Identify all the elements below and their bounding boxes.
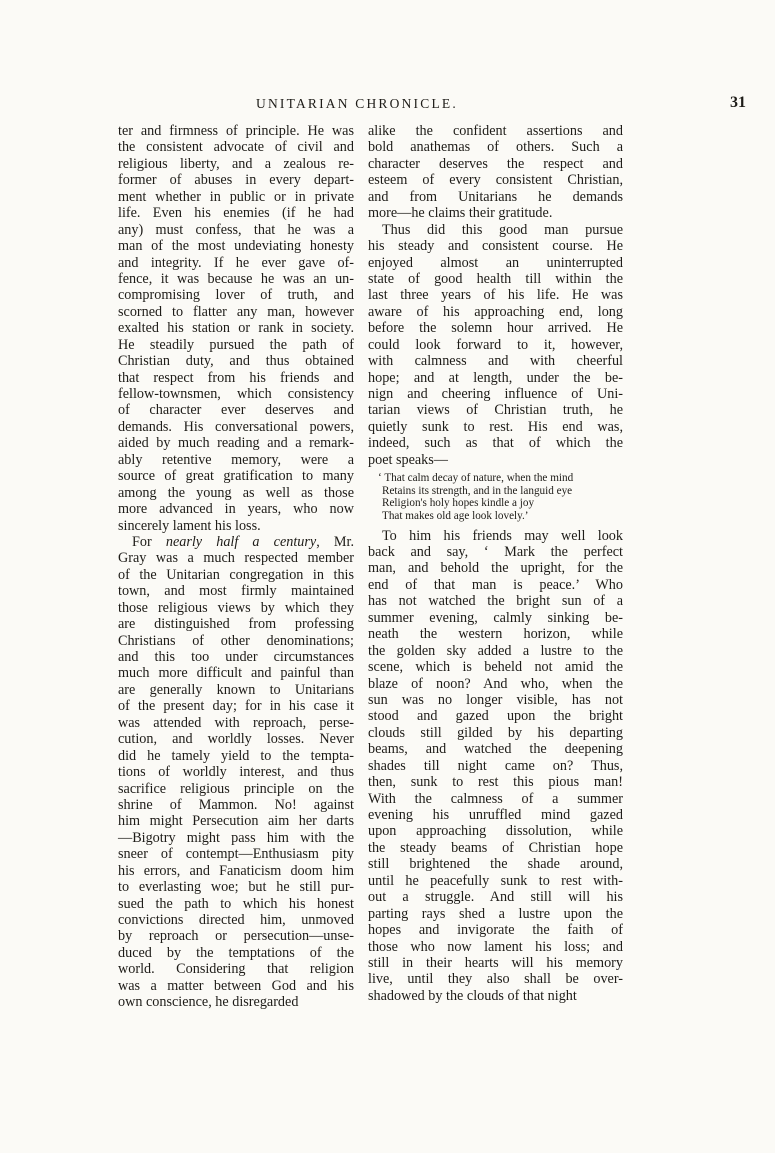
text-line: convictions directed him, unmoved <box>118 912 354 928</box>
text-line: are generally known to Unitarians <box>118 681 354 698</box>
text-line: end of that man is peace.’ Who <box>368 576 623 593</box>
text-line: still brightened the shade around, <box>368 856 623 873</box>
quote-line: Religion's holy hopes kindle a joy <box>382 497 535 510</box>
text-line: shadowed by the clouds of that night <box>368 987 577 1004</box>
right-column <box>368 123 623 1004</box>
text-line: and from Unitarians he demands <box>368 188 623 205</box>
text-line: nign and cheering influence of Uni- <box>368 386 623 402</box>
text-line: tions of worldly interest, and thus <box>118 764 354 781</box>
text-line: did he tamely yield to the tempta- <box>118 747 354 764</box>
text-line: still in their hearts will his memory <box>368 954 623 971</box>
text-line: ter and firmness of principle. He was <box>118 123 354 139</box>
text-line: the consistent advocate of civil and <box>118 139 354 156</box>
text-line: by reproach or persecution—unse- <box>118 928 354 945</box>
text-line: any) must confess, that he was a <box>118 221 354 238</box>
text-line: With the calmness of a summer <box>368 790 623 807</box>
text-line: the steady beams of Christian hope <box>368 839 623 856</box>
verse-quote <box>368 472 623 522</box>
text-line: neath the western horizon, while <box>368 626 623 643</box>
text-line: his errors, and Fanaticism doom him <box>118 862 354 879</box>
text-line: are distinguished from professing <box>118 616 354 633</box>
text-line: could look forward to it, however, <box>368 336 623 353</box>
text-line: sun was no longer visible, has not <box>368 691 623 708</box>
text-line: sued the path to which his honest <box>118 895 354 912</box>
running-head <box>0 96 775 116</box>
text-line: clouds still gilded by his departing <box>368 724 623 741</box>
text-line: Christians of other denominations; <box>118 632 354 649</box>
text-line: scene, which is beheld not amid the <box>368 659 623 676</box>
text-line: live, until they also shall be over- <box>368 971 623 988</box>
text-line: among the young as well as those <box>118 484 354 501</box>
text-line: esteem of every consistent Christian, <box>368 172 623 189</box>
text-line: to everlasting woe; but he still pur- <box>118 879 354 896</box>
text-line: him might Persecution aim her darts <box>118 813 354 830</box>
text-line: aided by much reading and a remark- <box>118 435 354 452</box>
text-line: before the solemn hour arrived. He <box>368 320 623 337</box>
text-line: duced by the temptations of the <box>118 944 354 961</box>
text-line: Thus did this good man pursue <box>382 221 623 238</box>
text-line: was a matter between God and his <box>118 977 354 994</box>
text-line: much more difficult and painful than <box>118 665 354 682</box>
text-line: character deserves the respect and <box>368 155 623 172</box>
text-line: ably retentive memory, were a <box>118 451 354 468</box>
text-line: then, sunk to rest this pious man! <box>368 774 623 791</box>
text-line: those who now lament his loss; and <box>368 938 623 955</box>
text-line: demands. His conversational powers, <box>118 418 354 435</box>
text-line: source of great gratification to many <box>118 468 354 485</box>
text-line: fellow-townsmen, which consistency <box>118 386 354 402</box>
text-line: aware of his approaching end, long <box>368 303 623 320</box>
text-line: man, and behold the upright, for the <box>368 560 623 577</box>
text-line: sincerely lament his loss. <box>118 517 261 534</box>
text-line: Christian duty, and thus obtained <box>118 353 354 370</box>
text-line: of the present day; for in his case it <box>118 698 354 715</box>
text-line: town, and most firmly maintained <box>118 583 354 600</box>
text-line: has not watched the bright sun of a <box>368 593 623 610</box>
text-line: back and say, ‘ Mark the perfect <box>368 544 623 560</box>
quote-line: Retains its strength, and in the languid eye <box>382 484 573 497</box>
text-line: tarian views of Christian truth, he <box>368 402 623 419</box>
text-line: compromising lover of truth, and <box>118 287 354 304</box>
text-line: last three years of his life. He was <box>368 287 623 304</box>
text-line: quietly sunk to rest. His end was, <box>368 418 623 435</box>
text-line: religious liberty, and a zealous re- <box>118 155 354 172</box>
text-line: his steady and consistent course. He <box>368 238 623 255</box>
emphasis: nearly half a century <box>165 533 317 550</box>
text-line: of character ever deserves and <box>118 402 354 419</box>
text-line: was attended with reproach, perse- <box>118 714 354 731</box>
text-line: own conscience, he disregarded <box>118 994 299 1011</box>
text-line: and integrity. If he ever gave of- <box>118 254 354 271</box>
text-line: alike the confident assertions and <box>368 123 623 139</box>
text-line: scorned to flatter any man, however <box>118 303 354 320</box>
text-line: sacrifice religious principle on the <box>118 780 354 797</box>
text-line: stood and gazed upon the bright <box>368 708 623 725</box>
text-line: —Bigotry might pass him with the <box>118 829 354 846</box>
text-line: life. Even his enemies (if he had <box>118 205 354 222</box>
text-line: enjoyed almost an uninterrupted <box>368 254 623 271</box>
text-line: until he peacefully sunk to rest with- <box>368 872 623 889</box>
text-line: parting rays shed a lustre upon the <box>368 905 623 922</box>
text-line: man of the most undeviating honesty <box>118 238 354 255</box>
text-line: more advanced in years, who now <box>118 501 354 518</box>
text-line: indeed, such as that of which the <box>368 435 623 452</box>
text-line: cution, and worldly losses. Never <box>118 731 354 748</box>
text-line: shades till night came on? Thus, <box>368 757 623 774</box>
text-line: world. Considering that religion <box>118 961 354 978</box>
text-line: Gray was a much respected member <box>118 550 354 567</box>
page-number: 31 <box>730 94 746 111</box>
text-line: He steadily pursued the path of <box>118 336 354 353</box>
text-line: hope; and at length, under the be- <box>368 369 623 386</box>
text-line: sneer of contempt—Enthusiasm pity <box>118 846 354 863</box>
text-line: To him his friends may well look <box>382 527 623 544</box>
text-line: bold anathemas of others. Such a <box>368 139 623 156</box>
text-line: shrine of Mammon. No! against <box>118 796 354 813</box>
left-column <box>118 123 354 1011</box>
text-line: ment whether in public or in private <box>118 188 354 205</box>
text-line: with calmness and with cheerful <box>368 353 623 370</box>
running-title: UNITARIAN CHRONICLE. <box>256 96 458 111</box>
text-line: more—he claims their gratitude. <box>368 205 553 222</box>
text-line: exalted his station or rank in society. <box>118 320 354 337</box>
text-line: evening his unruffled mind gazed <box>368 807 623 823</box>
text-line: and this too under circumstances <box>118 649 354 665</box>
text-line: blaze of noon? And who, when the <box>368 675 623 692</box>
text-line: hopes and invigorate the faith of <box>368 922 623 939</box>
text-line: former of abuses in every depart- <box>118 172 354 189</box>
text-line: out a struggle. And still will his <box>368 889 623 906</box>
text-line: the golden sky added a lustre to the <box>368 642 623 659</box>
text-line: summer evening, calmly sinking be- <box>368 609 623 626</box>
text-line: state of good health till within the <box>368 270 623 287</box>
text-line: upon approaching dissolution, while <box>368 823 623 840</box>
text-line: fence, it was because he was an un- <box>118 270 354 287</box>
text-line: poet speaks— <box>368 451 448 468</box>
text-line: that respect from his friends and <box>118 369 354 386</box>
text-line: of the Unitarian congregation in this <box>118 566 354 583</box>
text-line: beams, and watched the deepening <box>368 741 623 758</box>
quote-line: That makes old age look lovely.’ <box>382 509 529 522</box>
quote-line: ‘ That calm decay of nature, when the mind <box>378 472 574 485</box>
text-line: For nearly half a century, Mr. <box>132 533 354 550</box>
text-line: those religious views by which they <box>118 599 354 616</box>
